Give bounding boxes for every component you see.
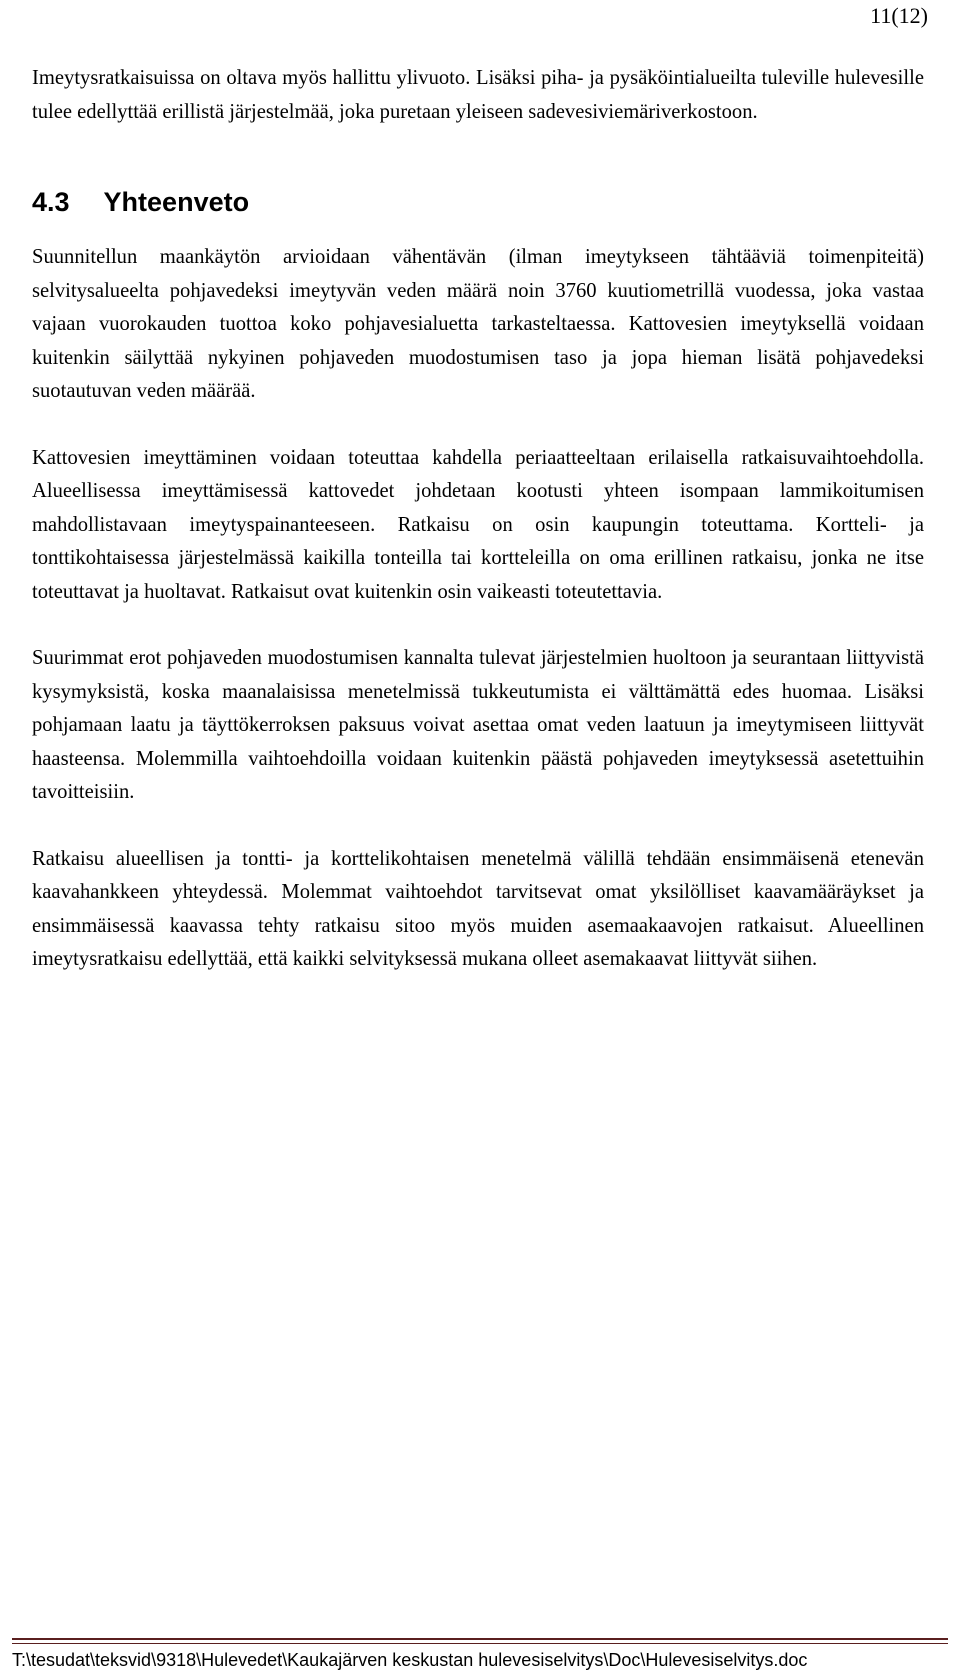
section-number: 4.3 [32, 187, 70, 217]
document-body [32, 62, 924, 977]
paragraph-spacer [32, 810, 924, 843]
intro-paragraph: Imeytysratkaisuissa on oltava myös hallittu ylivuoto. Lisäksi piha- ja pysäköintialueilta tuleville hulevesille tulee edellyttää erillistä järjestelmää, joka puretaan yleiseen sadevesiviemäriverkostoon. [32, 67, 924, 123]
paragraph-summary-1: Suunnitellun maankäytön arvioidaan vähentävän (ilman imeytykseen tähtääviä toimenpiteitä) selvitysalueelta pohjavedeksi imeytyvän veden määrä noin 3760 kuutiometrillä vuodessa, joka vastaa vajaan vuorokauden tuottoa koko pohjavesialuetta tarkasteltaessa. Kattovesien imeytyksellä voidaan kuitenkin säilyttää nykyinen pohjaveden muodostumisen taso ja jopa hieman lisätä pohjavedeksi suotautuvan veden määrää. [32, 246, 924, 402]
paragraph-summary-2: Kattovesien imeyttäminen voidaan toteuttaa kahdella periaatteeltaan erilaisella ratkaisuvaihtoehdolla. Alueellisessa imeyttämisessä kattovedet johdetaan kootusti yhteen isompaan lammikoitumisen mahdollistavaan imeytyspainanteeseen. Ratkaisu on osin kaupungin toteuttama. Kortteli- ja tonttikohtaisessa järjestelmässä kaikilla tonteilla tai kortteleilla on oma erillinen ratkaisu, jonka ne itse toteuttavat ja huoltavat. Ratkaisut ovat kuitenkin osin vaikeasti toteutettavia. [32, 446, 924, 603]
section-title: Yhteenveto [103, 187, 250, 217]
footer-file-path: T:\tesudat\teksvid\9318\Hulevedet\Kaukajärven keskustan hulevesiselvitys\Doc\Hulevesiselvitys.doc [12, 1650, 808, 1670]
footer-divider [12, 1638, 948, 1640]
paragraph-spacer [32, 409, 924, 442]
footer-divider-thin [12, 1643, 948, 1644]
paragraph-spacer [32, 609, 924, 642]
page-number: 11(12) [870, 3, 928, 28]
paragraph-summary-4: Ratkaisu alueellisen ja tontti- ja korttelikohtaisen menetelmä välillä tehdään ensimmäisenä etenevän kaavahankkeen yhteydessä. Molemmat vaihtoehdot tarvitsevat omat yksilölliset kaavamääräykset ja ensimmäisessä kaavassa tehty ratkaisu sitoo myös muiden asemaakaavojen ratkaisut. Alueellinen imeytysratkaisu edellyttää, että kaikki selvityksessä mukana olleet asemakaavat liittyvät siihen. [32, 847, 924, 970]
paragraph-summary-3: Suurimmat erot pohjaveden muodostumisen kannalta tulevat järjestelmien huoltoon ja seurantaan liittyvistä kysymyksistä, koska maanalaisissa menetelmissä tukkeutumista ei välttämättä edes huomaa. Lisäksi pohjamaan laatu ja täyttökerroksen paksuus voivat asettaa omat veden laatuun ja imeytymiseen liittyvät haasteensa. Molemmilla vaihtoehdoilla voidaan kuitenkin päästä pohjaveden imeytyksessä asetettuihin tavoitteisiin. [32, 647, 924, 803]
section-heading [32, 185, 924, 219]
